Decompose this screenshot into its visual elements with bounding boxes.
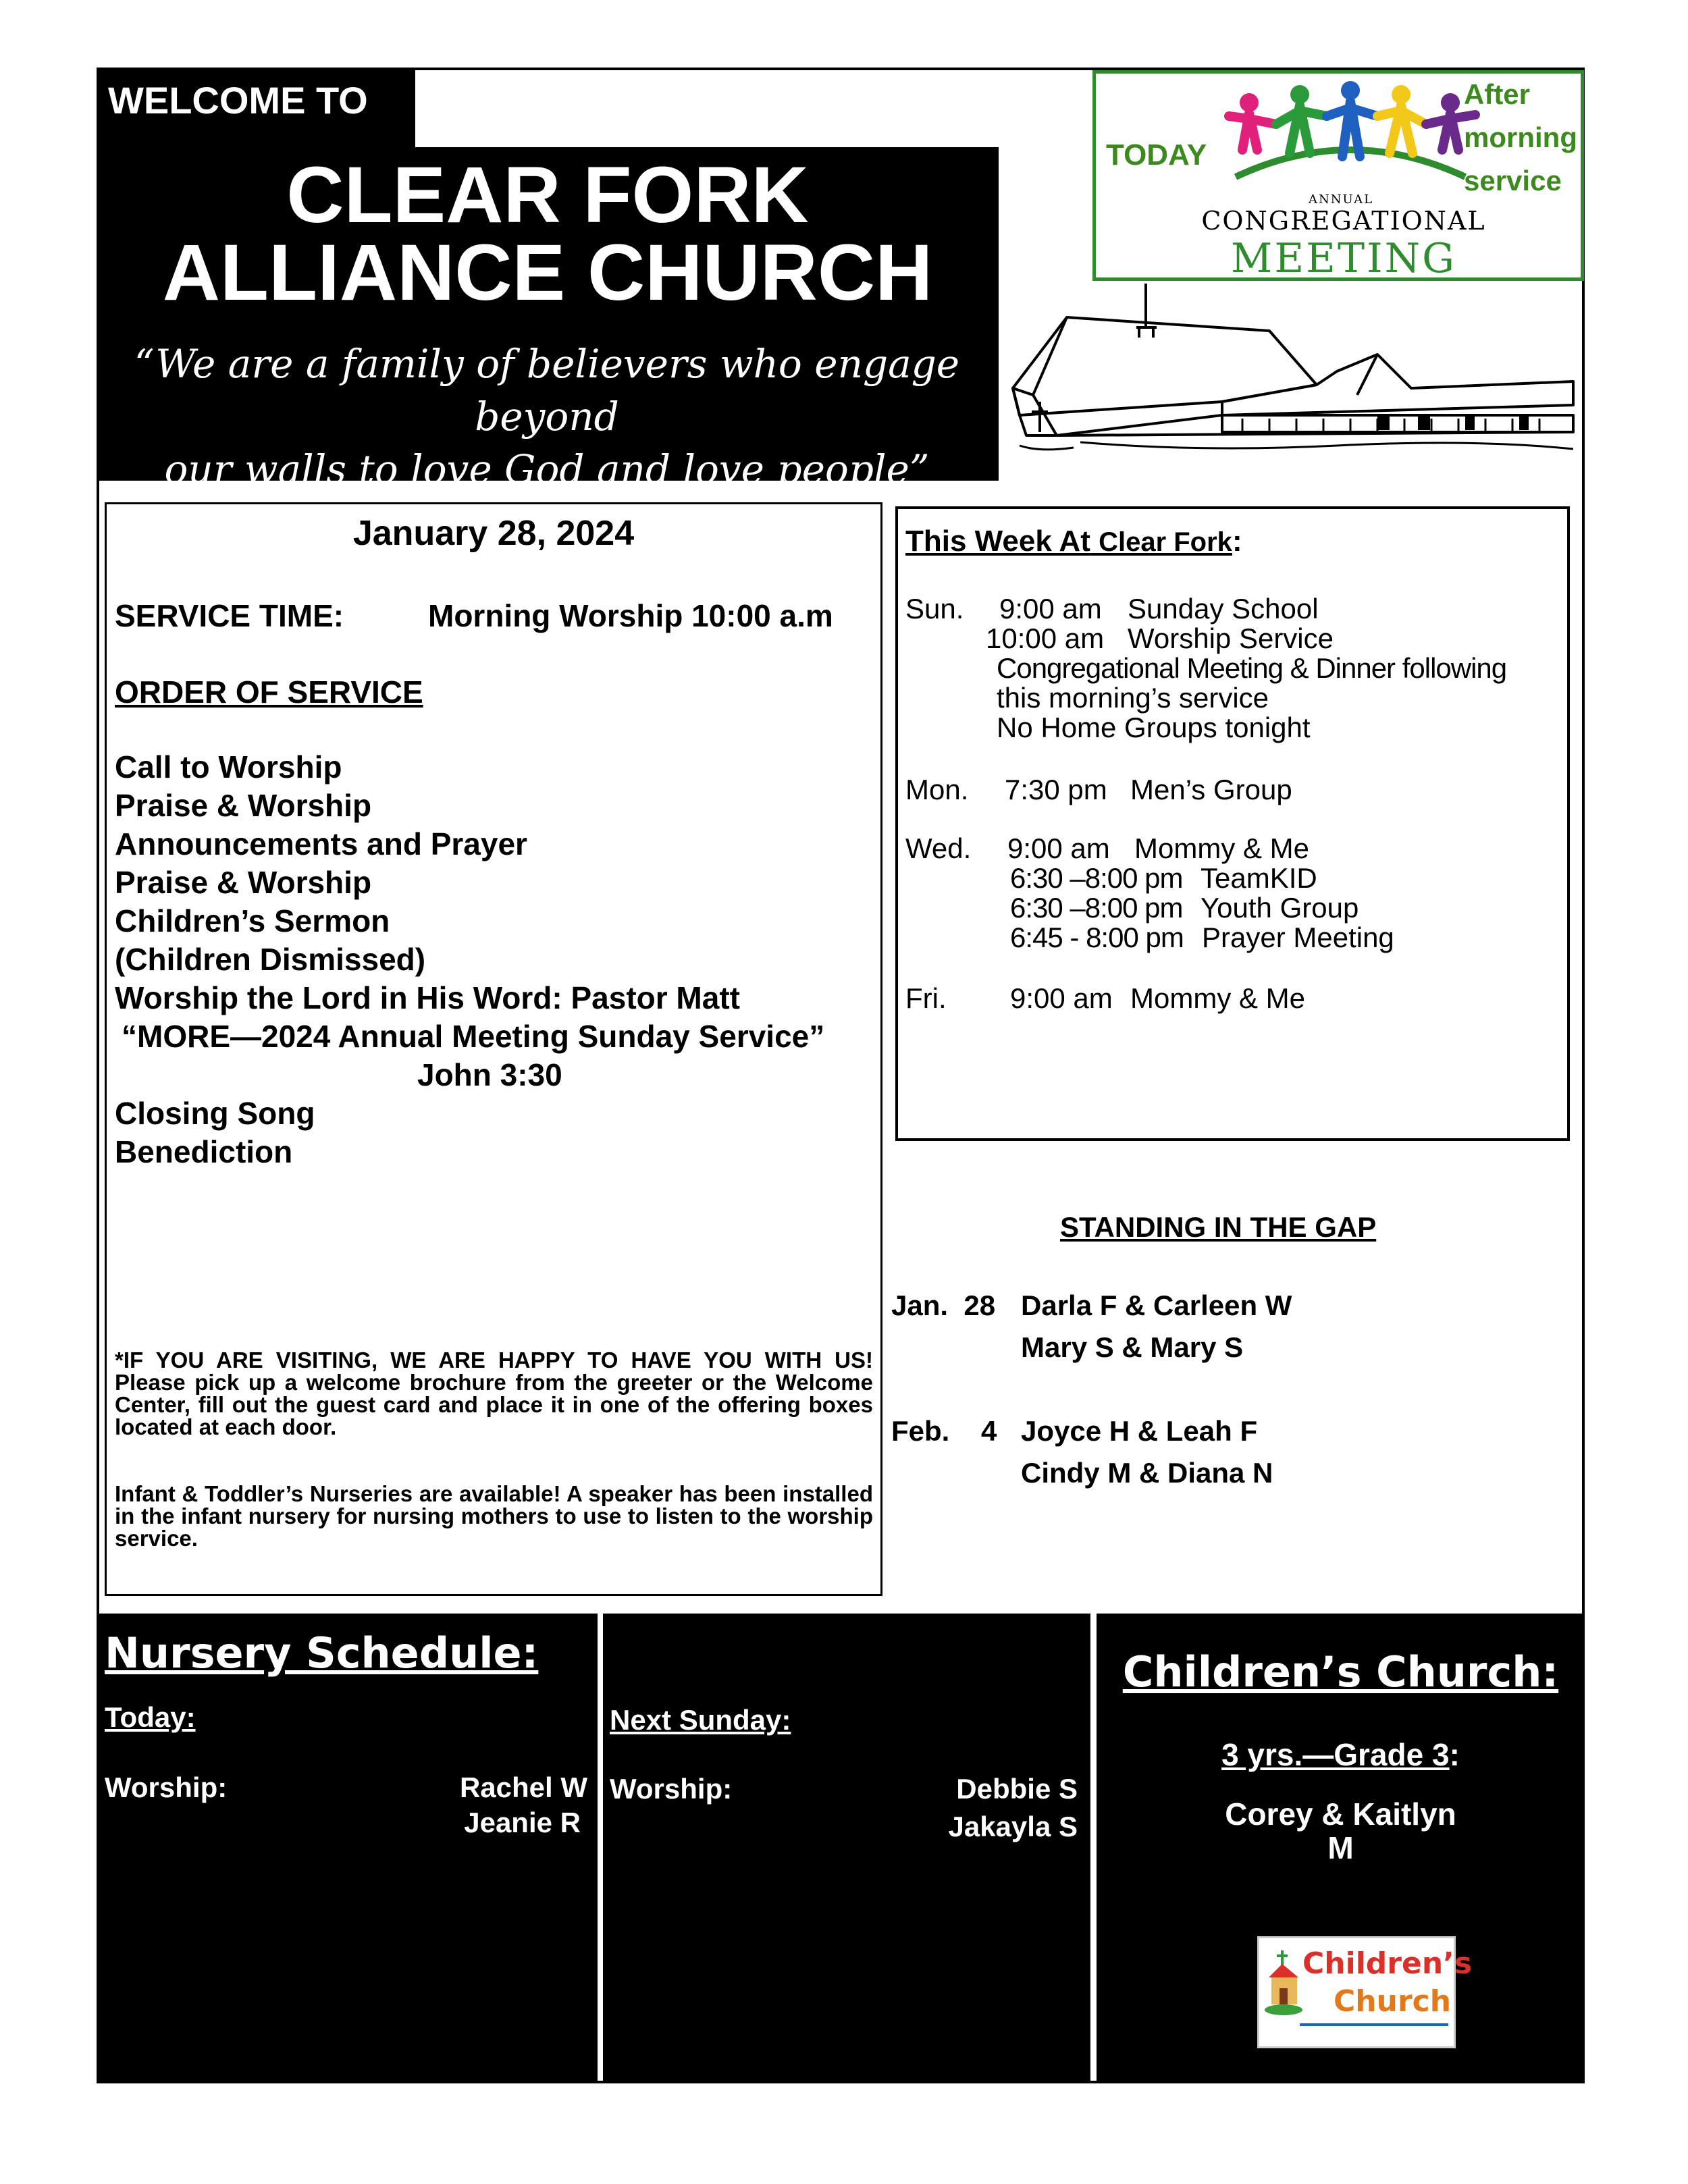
gap-jan-names-2: Mary S & Mary S [1021,1331,1244,1363]
wed-time-1: 9:00 am [1007,832,1110,864]
service-item: Call to Worship [115,749,342,784]
after-line2: morning [1464,122,1577,153]
service-item: Praise & Worship [115,788,372,823]
sun-event-2: Worship Service [1128,622,1334,654]
nursery-schedule-heading: Nursery Schedule: [105,1628,539,1678]
logo-church-word: Church [1334,1984,1452,2019]
today-label: TODAY [1106,138,1207,171]
wed-event-1: Mommy & Me [1134,832,1310,864]
nursery-today-names-2: Jeanie R [464,1807,581,1838]
age-range-text: 3 yrs.—Grade 3 [1221,1737,1450,1772]
church-name-line2: ALLIANCE CHURCH [162,228,933,317]
wed-event-3: Youth Group [1201,892,1359,924]
wed-event-2: TeamKID [1201,862,1317,894]
gap-feb-date: Feb. 4 [891,1415,997,1447]
sun-note-3: No Home Groups tonight [997,712,1311,743]
gap-jan-date: Jan. 28 [891,1289,996,1321]
person-1-icon [1229,93,1276,150]
logo-childrens-text [1302,1946,1472,1981]
meeting-label: MEETING [1230,235,1457,282]
fri-day-label: Fri. [905,982,947,1014]
motto-line2: our walls to love God and love people” [164,446,930,492]
this-week-heading-bold: This Week At [905,525,1090,558]
nursery-next-names-1: Debbie S [956,1773,1078,1805]
gap-feb-names-1: Joyce H & Leah F [1021,1415,1258,1447]
nursery-today-panel [97,1614,598,2083]
small-church-icon [1265,1950,1302,2018]
church-name-line1: CLEAR FORK [286,151,809,240]
service-item: Children’s Sermon [115,903,390,938]
childrens-church-leaders-2: M [1327,1830,1354,1865]
this-week-heading [905,525,1242,558]
nursery-today-worship-label: Worship: [105,1772,228,1803]
logo-underline [1300,2023,1448,2026]
sun-event-1: Sunday School [1128,593,1319,624]
service-item: Closing Song [115,1096,315,1131]
after-line3: service [1464,165,1562,196]
nursery-next-worship-label: Worship: [610,1773,733,1805]
person-4-icon [1377,85,1426,153]
childrens-church-leaders-1: Corey & Kaitlyn [1225,1796,1456,1832]
welcome-text: WELCOME TO [108,79,368,122]
nursery-next-names-2: Jakayla S [948,1811,1078,1842]
age-range-colon: : [1449,1737,1460,1772]
church-building-drawing [999,280,1580,462]
sermon-scripture: John 3:30 [417,1057,562,1092]
this-week-heading-colon: : [1232,525,1242,558]
after-line1: After [1464,78,1531,110]
mon-day-label: Mon. [905,774,969,805]
nursery-next-panel [603,1614,1090,2083]
childrens-church-heading: Children’s Church: [1122,1647,1559,1697]
person-2-icon [1276,85,1327,153]
nursery-today-label: Today: [105,1701,196,1733]
church-motto [108,338,986,496]
fri-event: Mommy & Me [1130,982,1306,1014]
standing-in-gap-heading: STANDING IN THE GAP [1060,1211,1377,1243]
wed-time-2: 6:30 –8:00 pm [1010,862,1183,894]
wed-day-label: Wed. [905,832,972,864]
people-holding-hands-icon [1215,76,1485,184]
service-items-list [115,748,740,1017]
annual-label: ANNUAL [1309,192,1374,207]
wed-event-4: Prayer Meeting [1202,922,1394,953]
fri-time: 9:00 am [1010,982,1113,1014]
mon-time: 7:30 pm [1005,774,1107,805]
service-date: January 28, 2024 [352,514,635,553]
childrens-church-logo [1257,1936,1473,2048]
sun-day-label: Sun. [905,593,964,624]
service-item: Benediction [115,1134,293,1169]
childrens-church-age-range [1097,1736,1585,1773]
mon-event: Men’s Group [1130,774,1292,805]
service-item: (Children Dismissed) [115,942,426,977]
gap-jan-names-1: Darla F & Carleen W [1021,1289,1292,1321]
sun-time-1: 9:00 am [999,593,1102,624]
motto-line1: “We are a family of believers who engage beyond [134,341,960,440]
logo-childrens-word: Children’s [1302,1946,1473,1981]
person-3-icon [1327,81,1377,157]
nursery-availability-note: Infant & Toddler’s Nurseries are available! A speaker has been installed in the infant nursery for nursing mothers to use to listen to the worship service. [115,1481,873,1551]
service-time-value: Morning Worship 10:00 a.m [428,598,833,633]
service-item: Worship the Lord in His Word: Pastor Matt [115,980,740,1015]
sun-note-2: this morning’s service [997,682,1269,714]
nursery-today-names-1: Rachel W [459,1772,587,1803]
this-week-heading-name: Clear Fork [1099,527,1232,557]
order-of-service-heading: ORDER OF SERVICE [115,674,423,710]
sun-time-2: 10:00 am [986,622,1105,654]
service-item: Praise & Worship [115,865,372,900]
visitor-welcome-note: *IF YOU ARE VISITING, WE ARE HAPPY TO HAVE YOU WITH US! Please pick up a welcome brochure from the greeter or the Welcome Center, fill out the guest card and place it in one of the offering boxes located at each door. [115,1348,873,1439]
service-item: Announcements and Prayer [115,826,527,861]
gap-feb-names-2: Cindy M & Diana N [1021,1457,1273,1489]
nursery-next-label: Next Sunday: [610,1704,791,1736]
wed-time-3: 6:30 –8:00 pm [1010,892,1183,924]
service-time-label: SERVICE TIME: [115,598,344,633]
wed-time-4: 6:45 - 8:00 pm [1010,922,1184,953]
person-5-icon [1426,93,1475,150]
closing-items-list [115,1094,315,1171]
congregational-label: CONGREGATIONAL [1201,206,1486,236]
sermon-title: “MORE—2024 Annual Meeting Sunday Service” [122,1019,825,1054]
sun-note-1: Congregational Meeting & Dinner following [997,652,1507,684]
